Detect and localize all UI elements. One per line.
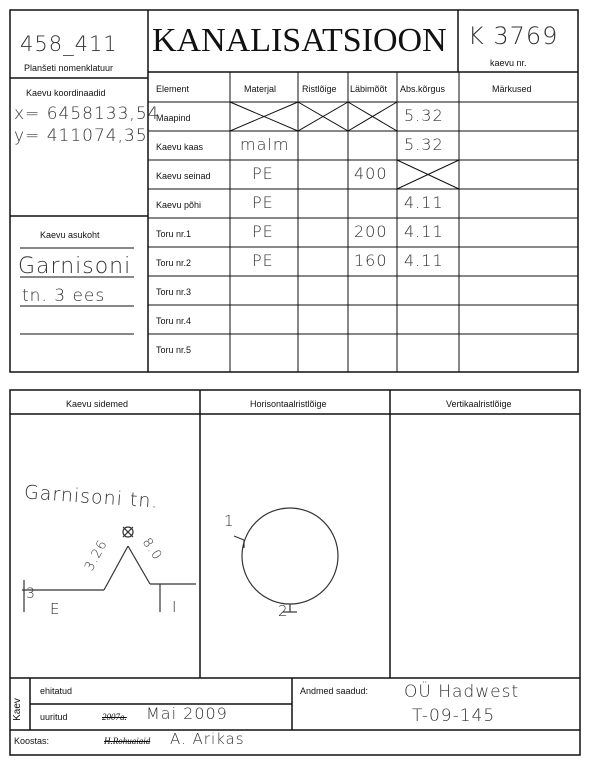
compiled-label: Koostas:: [14, 736, 50, 746]
compiled-print: H.Rohuaiaid: [104, 736, 151, 746]
th-diameter: Läbimõõt: [350, 84, 388, 94]
built-label: ehitatud: [40, 686, 73, 696]
well-label: kaevu nr.: [490, 58, 527, 68]
data-source-label: Andmed saadud:: [300, 686, 369, 696]
row-material: PE: [252, 222, 274, 241]
row-element: Maapind: [156, 113, 191, 123]
row-material: PE: [252, 193, 274, 212]
sheet-label: Planšeti nomenklatuur: [24, 63, 114, 73]
row-element: Toru nr.4: [156, 316, 192, 326]
coord-x: x= 6458133,54: [14, 104, 160, 124]
panel-vertical-title: Vertikaalristlõige: [446, 399, 512, 409]
well-number: K 3769: [468, 22, 559, 50]
row-element: Toru nr.5: [156, 345, 192, 355]
row-material: malm: [240, 135, 290, 154]
compiled-hand: A. Arikas: [170, 730, 245, 748]
footer-side-label: Kaev: [11, 698, 23, 721]
sketch-label-i: I: [172, 598, 178, 616]
data-company: OÜ Hadwest: [404, 682, 520, 702]
sketch-dist-right: 8.0: [138, 535, 165, 564]
row-element: Toru nr.2: [156, 258, 192, 268]
th-notes: Märkused: [492, 84, 532, 94]
surveyed-year-print: 2007a.: [102, 712, 127, 722]
sketch-label-3: 3: [26, 586, 36, 602]
row-diameter: 200: [354, 222, 388, 241]
th-section: Ristlõige: [302, 84, 337, 94]
page-title: KANALISATSIOON: [152, 22, 447, 59]
row-height: 4.11: [404, 193, 444, 212]
data-code: T-09-145: [412, 706, 496, 726]
coords-label: Kaevu koordinaadid: [26, 88, 106, 98]
th-height: Abs.kõrgus: [400, 84, 446, 94]
row-height: 5.32: [404, 106, 444, 125]
row-height: 5.32: [404, 135, 444, 154]
location-line2: tn. 3 ees: [22, 286, 106, 306]
row-height: 4.11: [404, 222, 444, 241]
panel-horizontal-title: Horisontaalristlõige: [250, 399, 327, 409]
location-label: Kaevu asukoht: [40, 230, 100, 240]
surveyed-label: uuritud: [40, 712, 68, 722]
row-element: Kaevu põhi: [156, 200, 202, 210]
sketch-street: Garnisoni tn.: [23, 481, 160, 513]
row-element: Kaevu kaas: [156, 142, 204, 152]
surveyed-date: Mai 2009: [146, 704, 228, 723]
sketch-label-e: E: [50, 600, 61, 618]
row-element: Toru nr.3: [156, 287, 192, 297]
location-line1: Garnisoni: [18, 254, 132, 279]
coord-y: y= 411074,35: [14, 126, 148, 146]
row-diameter: 400: [354, 164, 388, 183]
sketch-dist-left: 3.26: [82, 537, 111, 574]
sheet-number: 458_411: [20, 32, 118, 56]
th-element: Element: [156, 84, 190, 94]
row-material: PE: [252, 251, 274, 270]
sketch-pipe-2: 2: [278, 602, 289, 620]
row-height: 4.11: [404, 251, 444, 270]
sketch-pipe-1: 1: [224, 512, 235, 530]
row-material: PE: [252, 164, 274, 183]
panel-connections-title: Kaevu sidemed: [66, 399, 129, 409]
row-element: Kaevu seinad: [156, 171, 211, 181]
th-material: Materjal: [244, 84, 277, 94]
row-element: Toru nr.1: [156, 229, 192, 239]
row-diameter: 160: [354, 251, 388, 270]
